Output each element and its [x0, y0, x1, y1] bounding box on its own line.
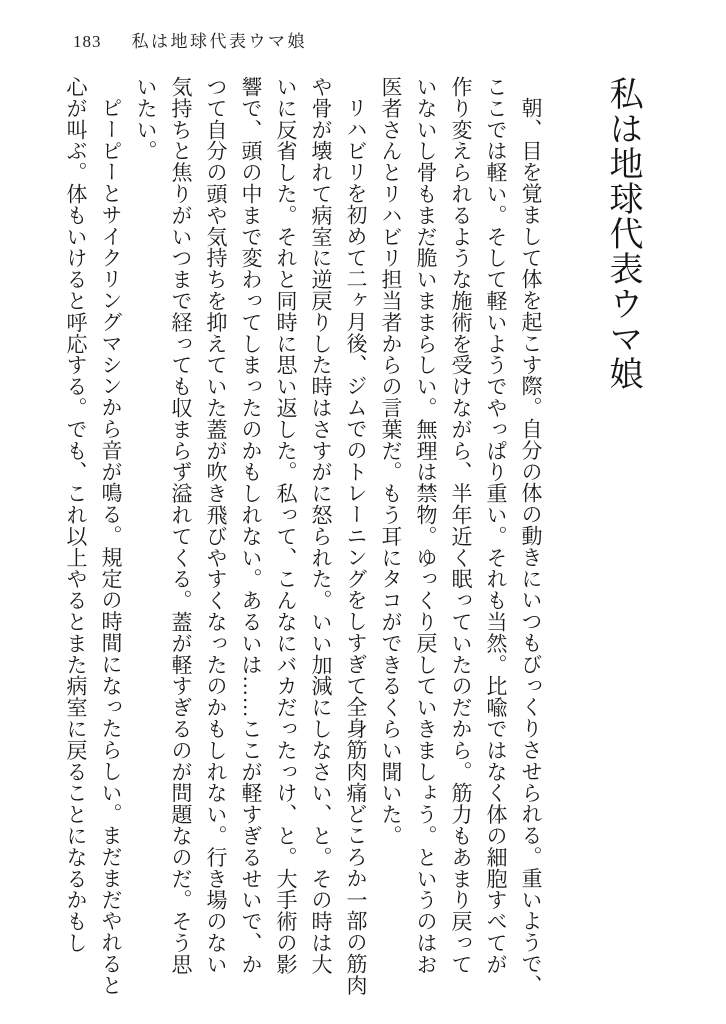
body-paragraph: リハビリを初めて二ヶ月後、ジムでのトレーニングをしすぎて全身筋肉痛どころか一部の筋肉や骨が壊れて病室に逆戻りした時はさすがに怒られた。いい加減にしなさい、と。その時は大いに反省した。それと同時に思い返した。私って、こんなにバカだったっけ、と。大手術の影響で、頭の中まで変わってしまったのかもしれない。あるいは……ここが軽すぎるせいで、かつて自分の頭や気持ちを抑えていた蓋が吹き飛びやすくなったのかもしれない。行き場のない気持ちと焦りがいつまで経っても収まらず溢れてくる。蓋が軽すぎるのが問題なのだ。そう思いたい。	[134, 76, 368, 996]
body-paragraph: 朝、目を覚まして体を起こす際。自分の体の動きにいつもびっくりさせられる。重いようで、ここでは軽い。そして軽いようでやっぱり重い。それも当然。比喩ではなく体の細胞すべてが作り変えられるような施術を受けながら、半年近く眠っていたのだから。筋力もあまり戻っていないし骨もまだ脆いままらしい。無理は禁物。ゆっくり戻していきましょう。というのはお医者さんとリハビリ担当者からの言葉だ。もう耳にタコができるくらい聞いた。	[379, 76, 543, 996]
page-header	[73, 27, 307, 52]
body-paragraph: ピーピーとサイクリングマシンから音が鳴る。規定の時間になったらしい。まだまだやれると心が叫ぶ。体もいけると呼応する。でも、これ以上やるとまた病室に戻ることになるかもし	[64, 76, 123, 996]
running-title: 私は地球代表ウマ娘	[131, 32, 307, 51]
chapter-title: 私は地球代表ウマ娘	[604, 76, 641, 391]
page-content	[58, 76, 660, 996]
body-text	[58, 76, 548, 996]
page-number: 183	[73, 32, 102, 51]
